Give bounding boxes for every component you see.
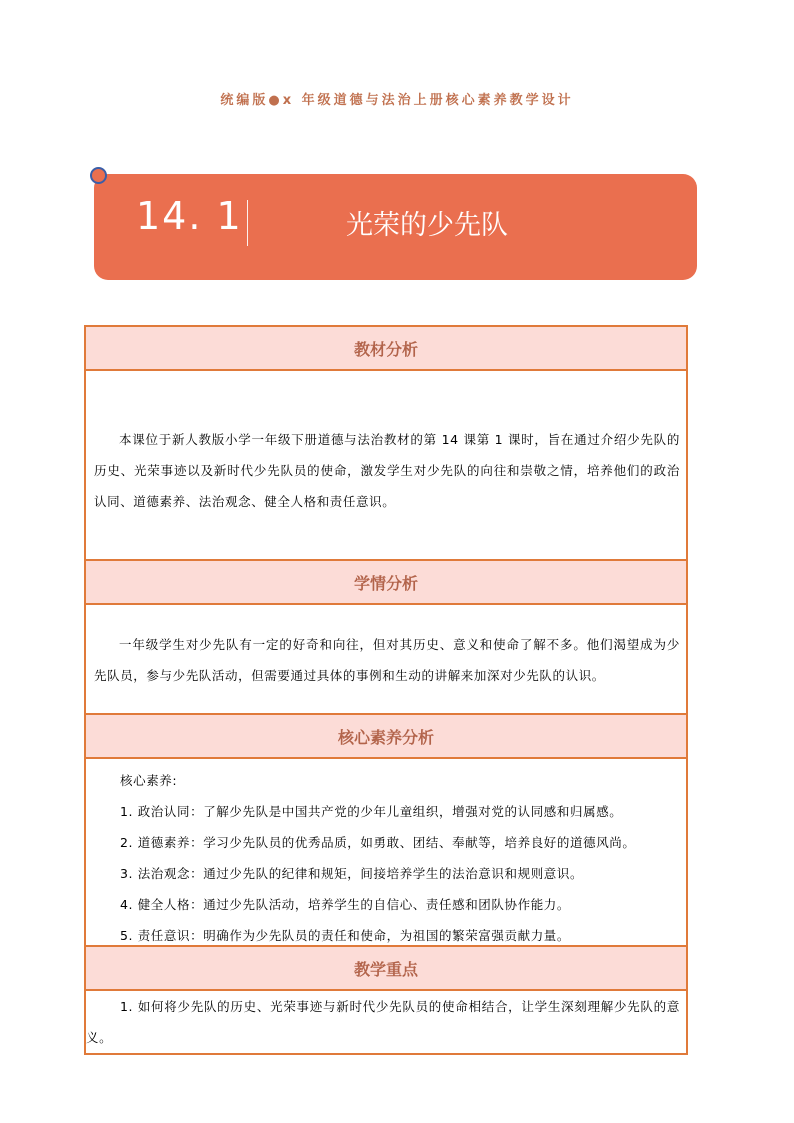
student-analysis-text: 一年级学生对少先队有一定的好奇和向往，但对其历史、意义和使命了解不多。他们渴望成为少先队员，参与少先队活动，但需要通过具体的事例和生动的讲解来加深对少先队的认识。	[94, 637, 680, 683]
document-header: 统编版●x 年级道德与法治上册核心素养教学设计	[220, 93, 574, 108]
textbook-analysis-text: 本课位于新人教版小学一年级下册道德与法治教材的第 14 课第 1 课时，旨在通过介绍少先队的历史、光荣事迹以及新时代少先队员的使命，激发学生对少先队的向往和崇敬之情，培养他们的政治认同、道德素养、法治观念、健全人格和责任意识。	[94, 432, 680, 509]
lesson-title: 光荣的少先队	[346, 210, 508, 241]
lesson-design-table	[84, 325, 688, 1055]
core-item: 1. 政治认同：了解少先队是中国共产党的少年儿童组织，增强对党的认同感和归属感。	[120, 804, 623, 819]
core-item: 4. 健全人格：通过少先队活动，培养学生的自信心、责任感和团队协作能力。	[120, 897, 571, 912]
section-body-focus	[86, 991, 686, 1053]
section-body-students	[86, 605, 686, 715]
section-heading-core: 核心素养分析	[86, 715, 686, 759]
core-item: 3. 法治观念：通过少先队的纪律和规矩，间接培养学生的法治意识和规则意识。	[120, 866, 584, 881]
section-heading-textbook: 教材分析	[86, 327, 686, 371]
core-item: 5. 责任意识：明确作为少先队员的责任和使命，为祖国的繁荣富强贡献力量。	[120, 928, 571, 943]
section-heading-students: 学情分析	[86, 561, 686, 605]
section-body-core	[86, 759, 686, 947]
focus-text: 1. 如何将少先队的历史、光荣事迹与新时代少先队员的使命相结合，让学生深刻理解少先队的意义。	[86, 999, 680, 1045]
lesson-number: 14. 1	[136, 194, 243, 238]
core-item: 2. 道德素养：学习少先队员的优秀品质，如勇敢、团结、奉献等，培养良好的道德风尚。	[120, 835, 636, 850]
banner-dot-ornament	[90, 167, 107, 184]
section-body-textbook	[86, 371, 686, 561]
section-heading-focus: 教学重点	[86, 947, 686, 991]
core-intro: 核心素养:	[120, 773, 178, 788]
banner-divider	[247, 200, 248, 246]
